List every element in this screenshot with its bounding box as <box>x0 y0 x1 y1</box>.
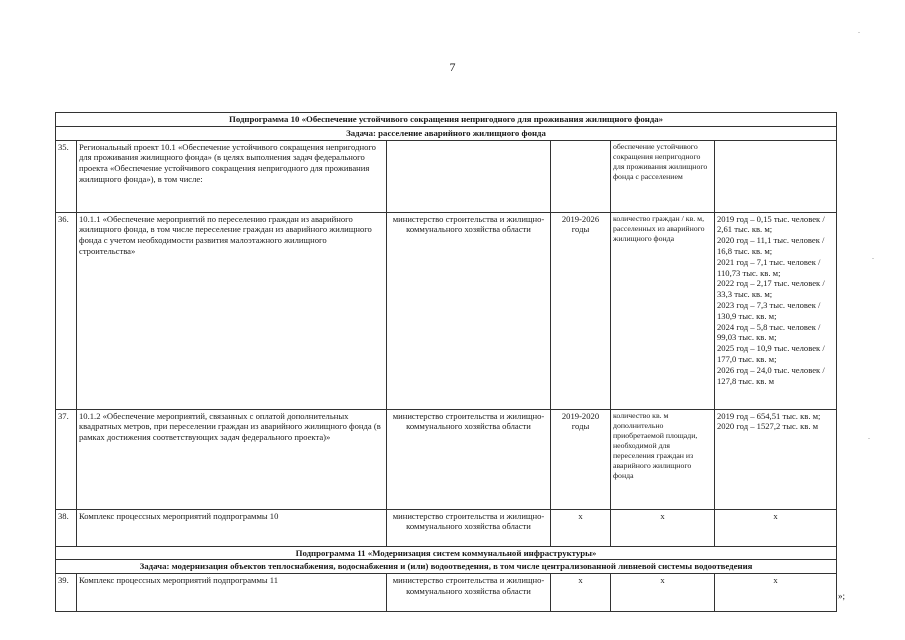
indicator-value-line: 2022 год – 2,17 тыс. человек / 33,3 тыс. кв. м; <box>717 278 825 300</box>
executor: министерство строительства и жилищно-коммунального хозяйства области <box>387 212 551 409</box>
subprogram-10-task-text: Задача: расселение аварийного жилищного фонда <box>56 126 837 140</box>
row-number: 37. <box>56 409 77 509</box>
scan-dot: . <box>872 252 874 261</box>
measure-name: 10.1.1 «Обеспечение мероприятий по переселению граждан из аварийного жилищного фонда, в том числе переселение граждан из аварийного жилищного фонда с учетом необходимости развития малоэтажного жилищного строительства» <box>77 212 387 409</box>
row-number: 39. <box>56 574 77 612</box>
indicator-value-line: 2020 год – 1527,2 тыс. кв. м <box>717 421 819 432</box>
indicator-values <box>715 509 837 546</box>
closing-quote-mark: »; <box>838 591 846 601</box>
indicator-value-line: 2024 год – 5,8 тыс. человек / 99,03 тыс. кв. м; <box>717 321 821 343</box>
implementation-period: х <box>551 509 611 546</box>
indicator-values <box>715 574 837 612</box>
page-number: 7 <box>449 60 456 74</box>
indicator-name: количество граждан / кв. м, расселенных из аварийного жилищного фонда <box>611 212 715 409</box>
indicator-value-line: 2025 год – 10,9 тыс. человек / 177,0 тыс. кв. м; <box>717 343 825 364</box>
indicator-value-line: х <box>773 510 778 521</box>
scan-dot: . <box>868 432 870 441</box>
indicator-name: х <box>611 509 715 546</box>
scan-dot: . <box>858 26 860 35</box>
indicator-value-line: 2023 год – 7,3 тыс. человек / 130,9 тыс. кв. м; <box>717 299 821 321</box>
subprogram-11-task <box>56 560 837 574</box>
indicator-values <box>715 140 837 212</box>
implementation-period: 2019-2026 годы <box>551 212 611 409</box>
row-number: 38. <box>56 509 77 546</box>
indicator-value-line: 2021 год – 7,1 тыс. человек / 110,73 тыс. кв. м; <box>717 256 821 278</box>
table-row <box>56 140 837 212</box>
table-row <box>56 409 837 509</box>
indicator-name: количество кв. м дополнительно приобретаемой площади, необходимой для переселения граждан из аварийного жилищного фонда <box>611 409 715 509</box>
table-row <box>56 509 837 546</box>
implementation-period: х <box>551 574 611 612</box>
measure-name: Региональный проект 10.1 «Обеспечение устойчивого сокращения непригодного для проживания жилищного фонда» (в целях выполнения задач федерального проекта «Обеспечение устойчивого сокращения непригодного для проживания жилищного фонда»), в том числе: <box>77 140 387 212</box>
executor: министерство строительства и жилищно-коммунального хозяйства области <box>387 574 551 612</box>
subprogram-10-title <box>56 113 837 127</box>
table-row <box>56 574 837 612</box>
executor <box>387 140 551 212</box>
program-table <box>55 112 837 612</box>
indicator-name: обеспечение устойчивого сокращения непригодного для проживания жилищного фонда с расселением <box>611 140 715 212</box>
indicator-values <box>715 409 837 509</box>
measure-name: Комплекс процессных мероприятий подпрограммы 10 <box>77 509 387 546</box>
executor: министерство строительства и жилищно-коммунального хозяйства области <box>387 409 551 509</box>
indicator-value-line: 2026 год – 24,0 тыс. человек / 127,8 тыс. кв. м <box>717 364 825 386</box>
indicator-values <box>715 212 837 409</box>
measure-name: 10.1.2 «Обеспечение мероприятий, связанных с оплатой дополнительных квадратных метров, при переселении граждан из аварийного жилищного фонда (в рамках достижения соответствующих задач федерального проекта)» <box>77 409 387 509</box>
subprogram-11-title-text: Подпрограмма 11 «Модернизация систем коммунальной инфраструктуры» <box>56 546 837 560</box>
indicator-value-line: х <box>773 575 778 586</box>
subprogram-11-title <box>56 546 837 560</box>
row-number: 35. <box>56 140 77 212</box>
row-number: 36. <box>56 212 77 409</box>
subprogram-10-title-text: Подпрограмма 10 «Обеспечение устойчивого сокращения непригодного для проживания жилищного фонда» <box>56 113 837 127</box>
indicator-name: х <box>611 574 715 612</box>
table-row <box>56 212 837 409</box>
implementation-period <box>551 140 611 212</box>
implementation-period: 2019-2020 годы <box>551 409 611 509</box>
measure-name: Комплекс процессных мероприятий подпрограммы 11 <box>77 574 387 612</box>
subprogram-11-task-text: Задача: модернизация объектов теплоснабжения, водоснабжения и (или) водоотведения, в том числе централизованной ливневой системы водоотведения <box>56 560 837 574</box>
executor: министерство строительства и жилищно-коммунального хозяйства области <box>387 509 551 546</box>
indicator-value-line: 2020 год – 11,1 тыс. человек / 16,8 тыс. кв. м; <box>717 235 825 256</box>
indicator-value-line: 2019 год – 0,15 тыс. человек / 2,61 тыс. кв. м; <box>717 213 825 235</box>
indicator-value-line: 2019 год – 654,51 тыс. кв. м; <box>717 410 821 421</box>
subprogram-10-task <box>56 126 837 140</box>
